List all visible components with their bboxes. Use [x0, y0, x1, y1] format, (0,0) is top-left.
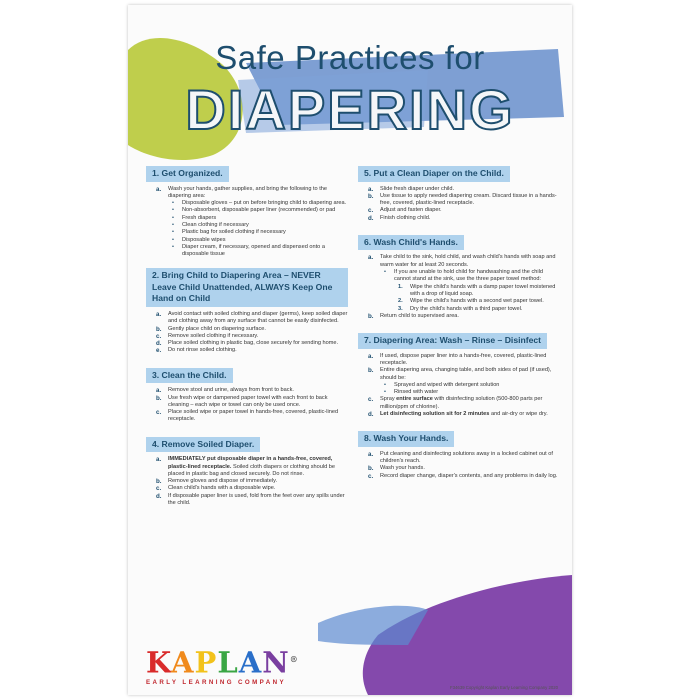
bullet-item — [172, 215, 348, 222]
item-label: b. — [368, 465, 374, 473]
bullet-item — [172, 237, 348, 244]
item-bold-text: entire surface — [396, 396, 433, 403]
logo-letter: A — [238, 645, 263, 680]
bullet-icon: • — [384, 381, 386, 388]
item-label: a. — [368, 450, 374, 458]
item-label: a. — [368, 185, 374, 193]
bullet-text: Rinsed with water — [394, 389, 439, 396]
title-line-2: DIAPERING — [185, 78, 515, 141]
item-label: c. — [156, 409, 162, 417]
list-item — [368, 193, 560, 208]
bullet-item — [384, 269, 560, 284]
section — [142, 365, 348, 424]
list-item — [156, 340, 348, 347]
list-item — [156, 478, 348, 485]
bullet-item — [172, 244, 348, 259]
bullet-text: Non-absorbent, disposable paper liner (recommended) or pad — [182, 207, 336, 214]
item-label: a. — [156, 456, 162, 464]
bullet-icon: • — [172, 243, 174, 250]
number-label: 3. — [398, 305, 403, 312]
numbered-item — [398, 298, 560, 305]
section-title: 1. Get Organized. — [146, 166, 229, 182]
item-text: Remove soiled clothing if necessary. — [168, 332, 259, 339]
bullet-item — [172, 229, 348, 236]
item-text: If used, dispose paper liner into a hands-free, covered, plastic-lined receptacle. — [380, 352, 547, 366]
item-label: e. — [156, 347, 162, 355]
logo-letter: K — [146, 645, 172, 680]
poster — [128, 5, 572, 695]
bullet-icon: • — [172, 221, 174, 228]
numbered-text: Wipe the child's hands with a second wet paper towel. — [410, 298, 544, 305]
item-text: Place soiled wipe or paper towel in hands-free, covered, plastic-lined receptacle. — [168, 409, 339, 423]
numbered-text: Wipe the child's hands with a damp paper towel moistened with a drop of liquid soap. — [410, 283, 556, 297]
item-text: Use fresh wipe or dampened paper towel with each front to back cleaning – each wipe or towel can only be used once. — [168, 394, 328, 408]
bullet-icon: • — [384, 389, 386, 396]
item-text: Entire diapering area, changing table, and both sides of pad (if used), should be: — [380, 367, 552, 381]
footer-copyright: F34639 Copyright Kaplan Early Learning Company 2020 — [450, 685, 558, 690]
item-text: Clean child's hands with a disposable wipe. — [168, 485, 276, 492]
item-label: c. — [156, 485, 162, 493]
bullet-item — [384, 389, 560, 396]
logo-tagline: EARLY LEARNING COMPANY — [146, 678, 287, 686]
logo-letter: L — [217, 645, 239, 680]
bullet-item — [172, 222, 348, 229]
numbered-text: Dry the child's hands with a third paper towel. — [410, 305, 523, 312]
list-item — [368, 411, 560, 418]
item-label: d. — [368, 411, 374, 419]
item-label: b. — [368, 367, 374, 375]
item-text: Remove gloves and dispose of immediately. — [168, 478, 278, 485]
list-item — [156, 409, 348, 424]
list-item — [156, 493, 348, 508]
bullet-text: If you are unable to hold child for handwashing and the child cannot stand at the sink, use the three paper towel method: — [394, 269, 543, 283]
bullet-icon: • — [172, 229, 174, 236]
bullet-icon: • — [172, 207, 174, 214]
item-label: c. — [156, 332, 162, 340]
bullet-item — [172, 200, 348, 207]
number-label: 1. — [398, 283, 403, 290]
section — [142, 163, 348, 258]
section-title: 3. Clean the Child. — [146, 368, 233, 384]
list-item — [368, 353, 560, 368]
list-item — [368, 186, 560, 193]
number-label: 2. — [398, 298, 403, 305]
section-title: 8. Wash Your Hands. — [358, 431, 454, 447]
item-label: d. — [156, 492, 162, 500]
list-item — [368, 313, 560, 320]
item-label: a. — [156, 185, 162, 193]
list-item — [368, 451, 560, 466]
item-text: Use tissue to apply needed diapering cream. Discard tissue in a hands-free, covered, plastic-lined receptacle. — [380, 192, 557, 207]
registered-mark: ® — [289, 654, 299, 664]
item-label: b. — [156, 325, 162, 333]
item-text: Avoid contact with soiled clothing and diaper (germs), keep soiled diaper and clothing away from any surface that cannot be easily disinfected. — [168, 310, 348, 325]
item-text: Gently place child on diapering surface. — [168, 325, 266, 332]
bullet-text: Fresh diapers — [182, 214, 217, 221]
bullet-item — [172, 207, 348, 214]
bullet-icon: • — [172, 214, 174, 221]
item-text: Wash your hands, gather supplies, and bring the following to the diapering area: — [168, 185, 328, 199]
numbered-item — [398, 284, 560, 299]
section-title: 2. Bring Child to Diapering Area – NEVER Leave Child Unattended, ALWAYS Keep One Hand on Child — [146, 268, 348, 307]
item-bold-text: IMMEDIATELY put disposable diaper in a hands-free, covered, plastic-lined receptacle. — [168, 456, 333, 470]
section-title: 4. Remove Soiled Diaper. — [146, 437, 260, 453]
kaplan-logo — [146, 645, 299, 686]
item-text: Adjust and fasten diaper. — [380, 207, 442, 214]
list-item — [368, 367, 560, 382]
list-item — [156, 326, 348, 333]
list-item — [156, 456, 348, 478]
item-label: d. — [156, 340, 162, 348]
title-line-1: Safe Practices for — [215, 39, 485, 76]
list-item — [368, 396, 560, 411]
list-item — [368, 215, 560, 222]
section-title: 6. Wash Child's Hands. — [358, 235, 464, 251]
list-item — [156, 395, 348, 410]
list-item — [156, 333, 348, 340]
section-title: 5. Put a Clean Diaper on the Child. — [358, 166, 510, 182]
left-column — [142, 163, 348, 517]
numbered-item — [398, 306, 560, 313]
list-item — [156, 347, 348, 354]
item-text: Return child to supervised area. — [380, 312, 459, 319]
item-text: Take child to the sink, hold child, and wash child's hands with soap and warm water for at least 20 seconds. — [380, 254, 556, 268]
bullet-icon: • — [172, 236, 174, 243]
item-text: IMMEDIATELY put disposable diaper in a hands-free, covered, plastic-lined receptacle. Soiled cloth diapers or clothing should be placed in plastic bag and closed securely. Do not rinse. — [168, 456, 335, 477]
bullet-item — [384, 382, 560, 389]
item-bold-text: Let disinfecting solution sit for 2 minutes — [380, 411, 490, 418]
item-text: Finish clothing child. — [380, 214, 431, 221]
item-text: Record diaper change, diaper's contents, and any problems in daily log. — [380, 472, 558, 479]
logo-letter: N — [262, 645, 290, 680]
item-label: a. — [368, 254, 374, 262]
section — [142, 434, 348, 508]
item-label: b. — [156, 394, 162, 402]
item-label: b. — [156, 478, 162, 486]
item-text: Let disinfecting solution sit for 2 minutes and air-dry or wipe dry. — [380, 411, 548, 418]
logo-letter: A — [171, 645, 195, 680]
section — [354, 330, 560, 418]
section — [142, 268, 348, 354]
section — [354, 232, 560, 320]
item-text: Wash your hands. — [380, 465, 425, 472]
item-text: Spray entire surface with disinfecting solution (500-800 parts per million/ppm of chlorine). — [380, 396, 543, 410]
item-text: Remove stool and urine, always from front to back. — [168, 387, 294, 394]
item-label: a. — [368, 352, 374, 360]
list-item — [156, 485, 348, 492]
bullet-text: Sprayed and wiped with detergent solution — [394, 381, 500, 388]
item-label: a. — [156, 310, 162, 318]
item-text: Slide fresh diaper under child. — [380, 185, 455, 192]
list-item — [156, 387, 348, 394]
list-item — [156, 311, 348, 326]
logo-letter: P — [194, 645, 218, 680]
item-text: Place soiled clothing in plastic bag, close securely for sending home. — [168, 340, 339, 347]
section — [354, 428, 560, 480]
bullet-text: Clean clothing if necessary — [182, 221, 249, 228]
section — [354, 163, 560, 222]
item-text: Do not rinse soiled clothing. — [168, 347, 237, 354]
list-item — [368, 465, 560, 472]
bullet-text: Disposable wipes — [182, 236, 226, 243]
bullet-icon: • — [384, 269, 386, 276]
item-label: c. — [368, 472, 374, 480]
list-item — [156, 186, 348, 201]
item-text: If disposable paper liner is used, fold from the feet over any spills under the child. — [168, 492, 345, 507]
bullet-text: Diaper cream, if necessary, opened and dispensed onto a disposable tissue — [182, 243, 325, 258]
logo-wordmark — [146, 645, 299, 678]
item-label: d. — [368, 214, 374, 222]
item-label: c. — [368, 207, 374, 215]
list-item — [368, 254, 560, 269]
list-item — [368, 473, 560, 480]
item-label: c. — [368, 396, 374, 404]
item-label: a. — [156, 387, 162, 395]
right-column — [354, 163, 560, 490]
item-label: b. — [368, 312, 374, 320]
bullet-icon: • — [172, 200, 174, 207]
section-title: 7. Diapering Area: Wash – Rinse – Disinfect — [358, 333, 547, 349]
bullet-text: Plastic bag for soiled clothing if necessary — [182, 229, 286, 236]
bullet-text: Disposable gloves – put on before bringing child to diapering area. — [182, 200, 347, 207]
list-item — [368, 207, 560, 214]
item-text: Put cleaning and disinfecting solutions away in a locked cabinet out of children's reach. — [380, 450, 553, 465]
item-label: b. — [368, 192, 374, 200]
